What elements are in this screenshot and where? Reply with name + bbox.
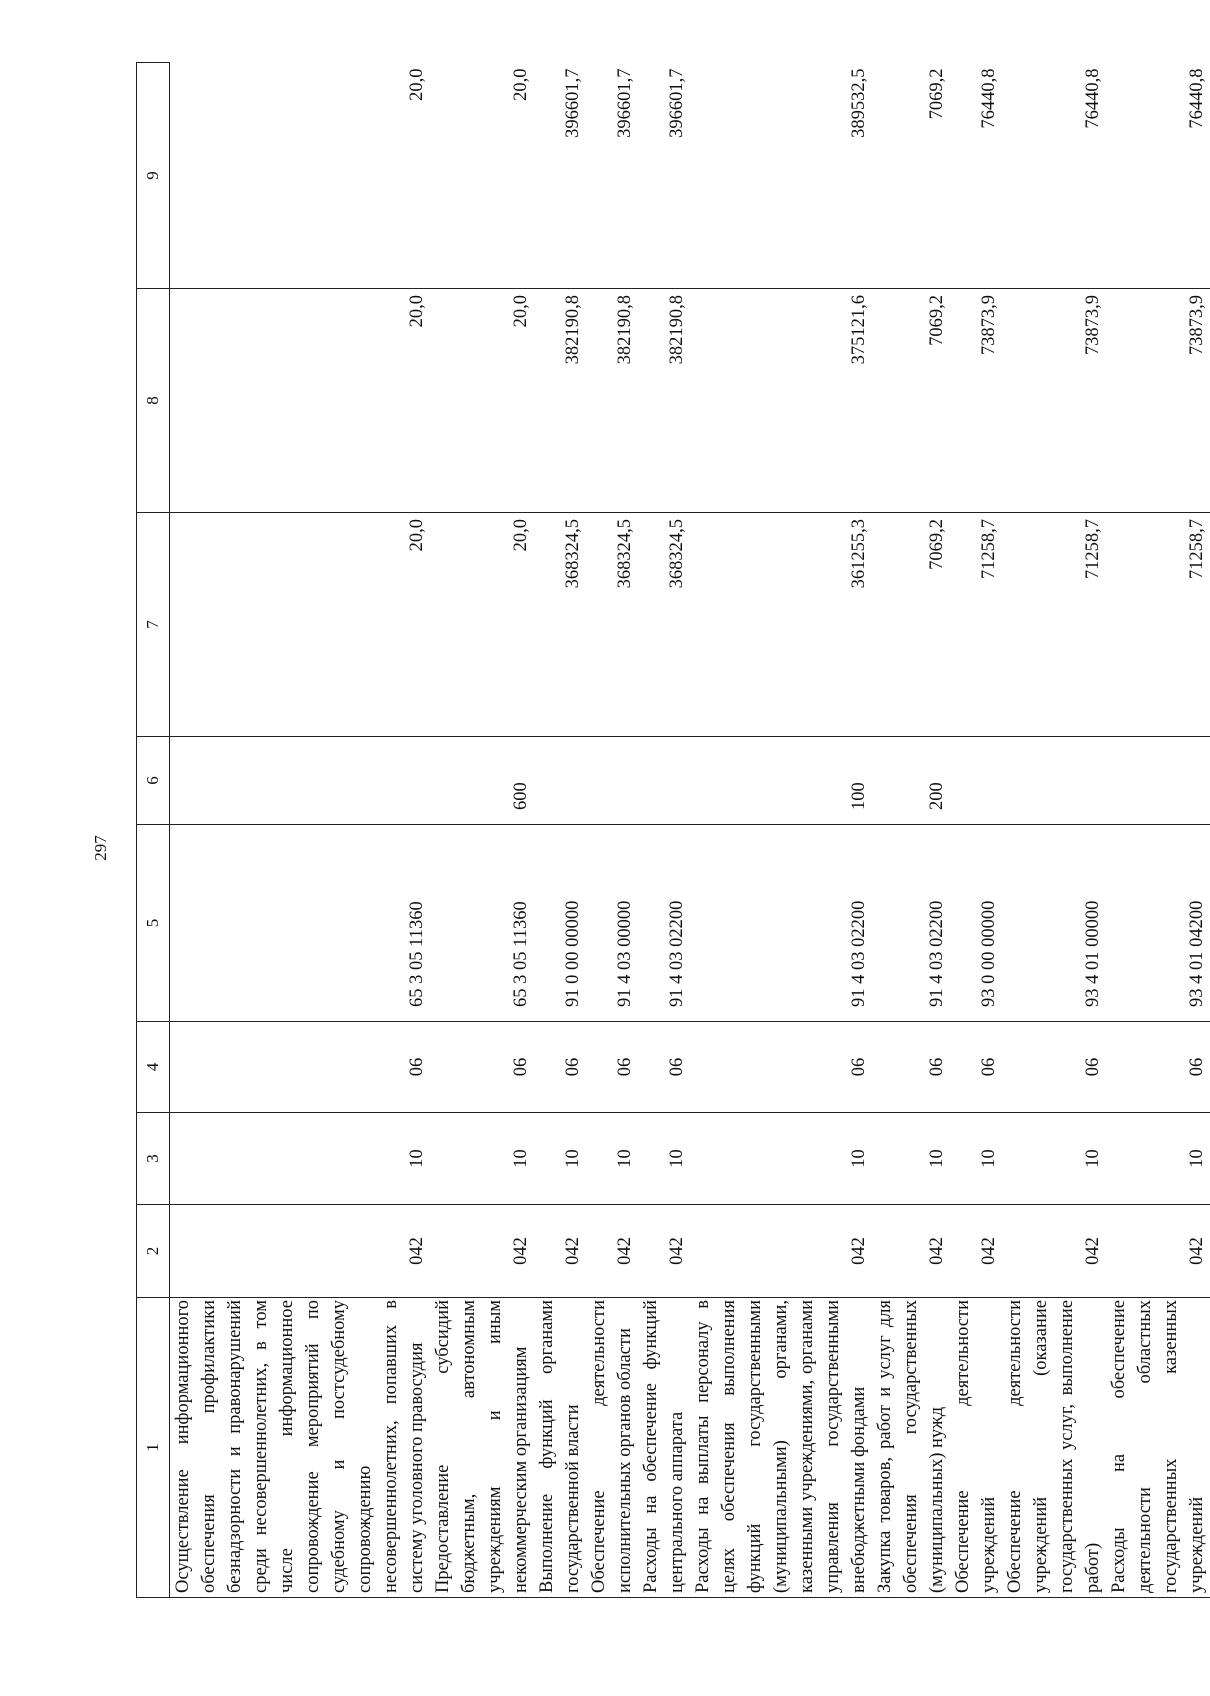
row-subsection-cell: 06	[534, 1022, 586, 1113]
row-subsection-cell: 06	[872, 1022, 950, 1113]
row-amount-cell: 76440,8	[950, 63, 1002, 289]
row-target-article-cell: 91 0 00 00000	[534, 825, 586, 1022]
column-header: 2	[137, 1205, 170, 1298]
row-amount-cell: 73873,9	[1002, 289, 1106, 513]
row-subsection-cell: 06	[1002, 1022, 1106, 1113]
row-target-article-cell: 91 4 03 00000	[586, 825, 638, 1022]
row-name-cell: Обеспечение деятельности учреждений (оказание государственных услуг, выполнение работ)	[1002, 1298, 1106, 1598]
row-amount-cell: 382190,8	[638, 289, 690, 513]
row-amount-cell: 71258,7	[950, 513, 1002, 737]
row-name-cell: Закупка товаров, работ и услуг для обеспечения государственных (муниципальных) нужд	[872, 1298, 950, 1598]
row-code-cell: 042	[690, 1205, 872, 1298]
row-subsection-cell: 06	[690, 1022, 872, 1113]
column-header: 9	[137, 63, 170, 289]
table-row	[170, 63, 431, 1598]
row-amount-cell: 73873,9	[950, 289, 1002, 513]
row-name-cell: Расходы на обеспечение функций центрального аппарата	[638, 1298, 690, 1598]
table-row	[430, 63, 534, 1598]
row-subsection-cell: 06	[430, 1022, 534, 1113]
row-expense-type-cell	[1002, 737, 1106, 825]
rotated-sheet	[136, 63, 1207, 1598]
table-row	[1002, 63, 1106, 1598]
row-amount-cell: 7069,2	[872, 289, 950, 513]
row-code-cell: 042	[950, 1205, 1002, 1298]
row-amount-cell: 71258,7	[1002, 513, 1106, 737]
row-section-cell: 10	[430, 1113, 534, 1205]
row-amount-cell: 396601,7	[638, 63, 690, 289]
row-amount-cell: 7069,2	[872, 513, 950, 737]
row-target-article-cell: 91 4 03 02200	[872, 825, 950, 1022]
row-amount-cell: 368324,5	[586, 513, 638, 737]
row-target-article-cell: 91 4 03 02200	[690, 825, 872, 1022]
row-target-article-cell: 65 3 05 11360	[430, 825, 534, 1022]
row-section-cell: 10	[872, 1113, 950, 1205]
row-amount-cell: 20,0	[170, 289, 431, 513]
row-amount-cell: 396601,7	[534, 63, 586, 289]
row-name-cell: Предоставление субсидий бюджетным, автономным учреждениям и иным некоммерческим организациям	[430, 1298, 534, 1598]
row-expense-type-cell	[534, 737, 586, 825]
row-code-cell: 042	[1002, 1205, 1106, 1298]
row-amount-cell: 361255,3	[690, 513, 872, 737]
row-amount-cell: 20,0	[430, 63, 534, 289]
row-code-cell: 042	[534, 1205, 586, 1298]
row-amount-cell: 389532,5	[690, 63, 872, 289]
row-expense-type-cell: 600	[430, 737, 534, 825]
row-subsection-cell: 06	[1106, 1022, 1210, 1113]
column-header: 8	[137, 289, 170, 513]
row-amount-cell: 20,0	[430, 289, 534, 513]
row-amount-cell: 396601,7	[586, 63, 638, 289]
row-name-cell: Обеспечение деятельности учреждений	[950, 1298, 1002, 1598]
row-subsection-cell: 06	[586, 1022, 638, 1113]
column-header: 4	[137, 1022, 170, 1113]
row-amount-cell: 76440,8	[1106, 63, 1210, 289]
row-amount-cell: 71258,7	[1106, 513, 1210, 737]
row-amount-cell: 382190,8	[586, 289, 638, 513]
row-section-cell: 10	[950, 1113, 1002, 1205]
row-code-cell: 042	[170, 1205, 431, 1298]
row-subsection-cell: 06	[170, 1022, 431, 1113]
table-row	[534, 63, 586, 1598]
table-header-row	[137, 63, 170, 1598]
row-code-cell: 042	[430, 1205, 534, 1298]
row-name-cell: Выполнение функций органами государственной власти	[534, 1298, 586, 1598]
row-expense-type-cell	[1106, 737, 1210, 825]
column-header: 7	[137, 513, 170, 737]
row-section-cell: 10	[586, 1113, 638, 1205]
row-section-cell: 10	[1002, 1113, 1106, 1205]
table-row	[586, 63, 638, 1598]
row-amount-cell: 20,0	[170, 513, 431, 737]
row-amount-cell: 375121,6	[690, 289, 872, 513]
row-amount-cell: 73873,9	[1106, 289, 1210, 513]
row-section-cell: 10	[1106, 1113, 1210, 1205]
row-amount-cell: 382190,8	[534, 289, 586, 513]
table-row	[638, 63, 690, 1598]
row-section-cell: 10	[534, 1113, 586, 1205]
row-amount-cell: 76440,8	[1002, 63, 1106, 289]
row-target-article-cell: 65 3 05 11360	[170, 825, 431, 1022]
row-name-cell: Осуществление информационного обеспечения профилактики безнадзорности и правонарушений среди несовершеннолетних, в том числе информационное сопровождение мероприятий по судебному и постсудебному сопровождению несовершеннолетних, попавших в систему уголовного правосудия	[170, 1298, 431, 1598]
row-amount-cell: 368324,5	[534, 513, 586, 737]
row-section-cell: 10	[690, 1113, 872, 1205]
row-amount-cell: 20,0	[430, 513, 534, 737]
row-expense-type-cell	[586, 737, 638, 825]
row-code-cell: 042	[638, 1205, 690, 1298]
row-section-cell: 10	[170, 1113, 431, 1205]
column-header: 6	[137, 737, 170, 825]
column-header: 5	[137, 825, 170, 1022]
budget-table	[136, 62, 1210, 1598]
page-number: 297	[91, 835, 110, 861]
table-row	[872, 63, 950, 1598]
table-row	[690, 63, 872, 1598]
row-subsection-cell: 06	[950, 1022, 1002, 1113]
row-amount-cell: 368324,5	[638, 513, 690, 737]
row-target-article-cell: 93 4 01 00000	[1002, 825, 1106, 1022]
column-header: 1	[137, 1298, 170, 1598]
row-code-cell: 042	[1106, 1205, 1210, 1298]
row-name-cell: Обеспечение деятельности исполнительных органов области	[586, 1298, 638, 1598]
row-amount-cell: 7069,2	[872, 63, 950, 289]
row-name-cell: Расходы на обеспечение деятельности областных государственных казенных учреждений	[1106, 1298, 1210, 1598]
row-expense-type-cell	[170, 737, 431, 825]
table-row	[950, 63, 1002, 1598]
row-target-article-cell: 93 0 00 00000	[950, 825, 1002, 1022]
row-target-article-cell: 91 4 03 02200	[638, 825, 690, 1022]
row-expense-type-cell	[638, 737, 690, 825]
row-name-cell: Расходы на выплаты персоналу в целях обеспечения выполнения функций государственными (муниципальными) органами, казенными учреждениями, органами управления государственными внебюджетными фондами	[690, 1298, 872, 1598]
row-expense-type-cell: 200	[872, 737, 950, 825]
row-amount-cell: 20,0	[170, 63, 431, 289]
row-expense-type-cell: 100	[690, 737, 872, 825]
row-target-article-cell: 93 4 01 04200	[1106, 825, 1210, 1022]
column-header: 3	[137, 1113, 170, 1205]
row-section-cell: 10	[638, 1113, 690, 1205]
row-expense-type-cell	[950, 737, 1002, 825]
row-code-cell: 042	[586, 1205, 638, 1298]
row-code-cell: 042	[872, 1205, 950, 1298]
table-row	[1106, 63, 1210, 1598]
row-subsection-cell: 06	[638, 1022, 690, 1113]
